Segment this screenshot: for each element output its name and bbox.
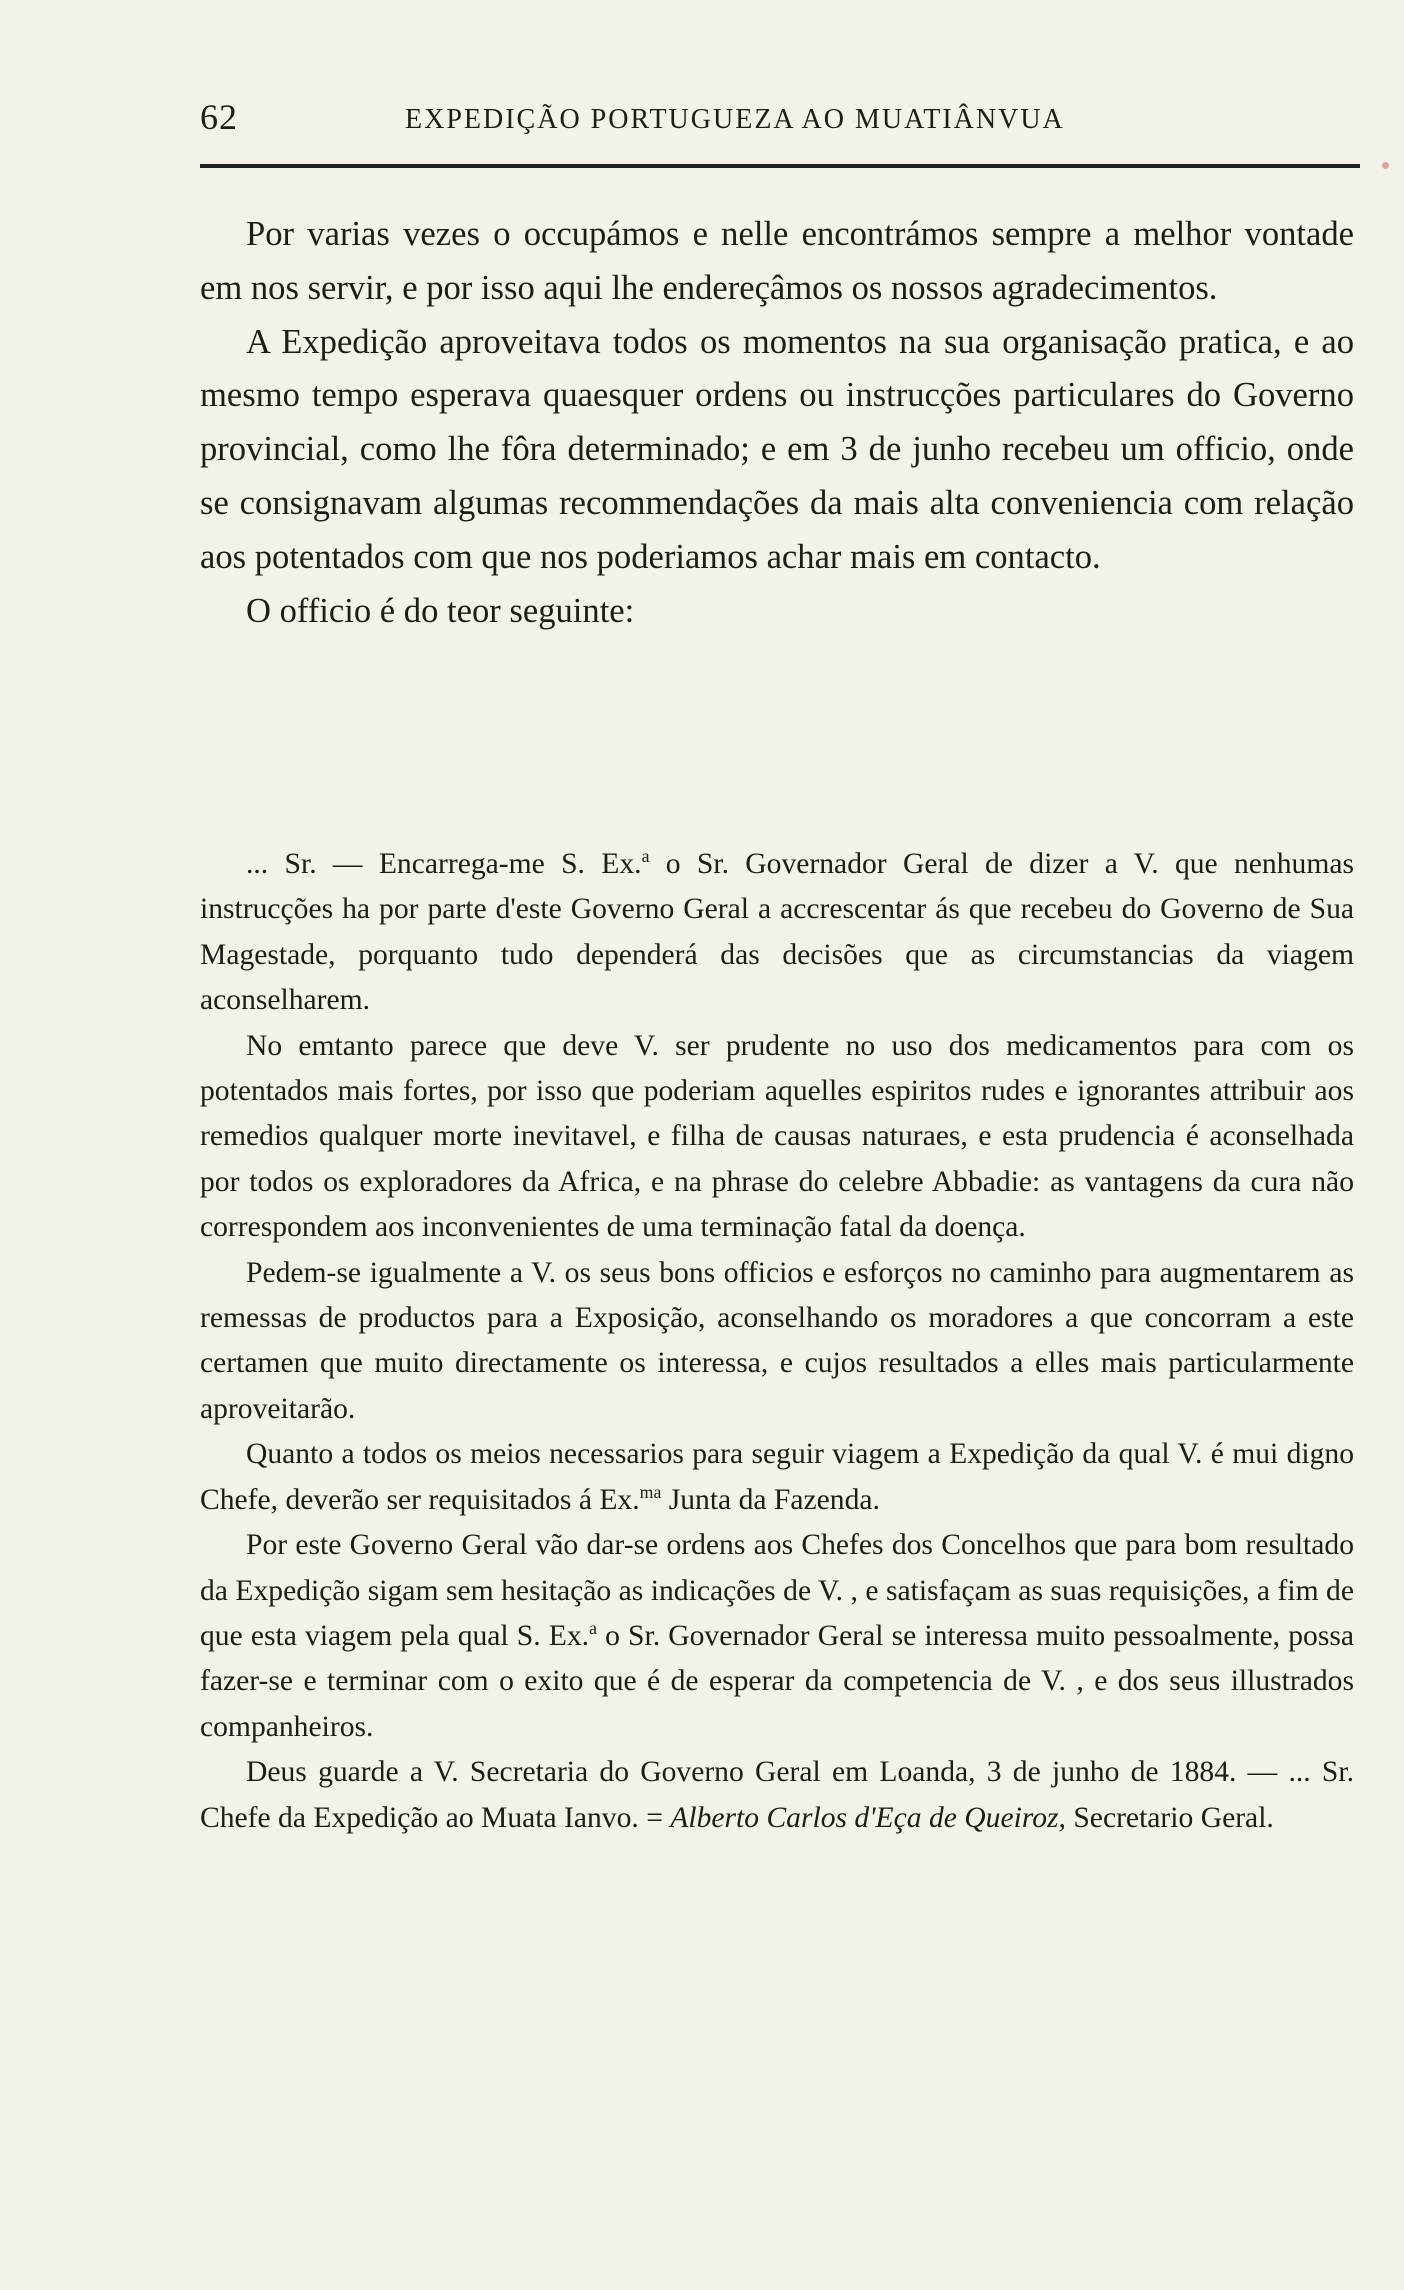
paragraph-officio-intro: O officio é do teor seguinte: [246, 591, 635, 630]
letter-paragraph-2: No emtanto parece que deve V. ser prudente no uso dos medicamentos para com os potentados mais fortes, por isso que poderiam aquelles espiritos rudes e ignorantes attribuir aos remedios qualquer morte inevitavel, e filha de causas naturaes, e esta prudencia é aconselhada por todos os exploradores da Africa, e na phrase do celebre Abbadie: as vantagens da cura não correspondem aos inconvenientes de uma terminação fatal da doença. [200, 1029, 1354, 1244]
paragraph-expedition: A Expedição aproveitava todos os momentos na sua organisação pratica, e ao mesmo tempo esperava quaesquer ordens ou instrucções particulares do Governo provincial, como lhe fôra determinado; e em 3 de junho recebeu um officio, onde se consignavam algumas recommendações da mais alta conveniencia com relação aos potentados com que nos poderiamos achar mais em contacto. [200, 322, 1354, 576]
quoted-letter [200, 842, 1354, 1841]
superscript: ma [639, 1481, 662, 1502]
superscript: a [641, 846, 650, 867]
letter-text: ... Sr. — Encarrega-me S. Ex. [246, 848, 642, 880]
letter-paragraph-4 [200, 1432, 1354, 1523]
letter-text: Secretario Geral. [1065, 1801, 1274, 1834]
main-text [200, 208, 1354, 638]
letter-text: Deus guarde a V. Secretaria do Governo Geral em Loanda, 3 de junho de 1884. — ... Sr. Chefe da Expedição ao Muata Ianvo. = [200, 1756, 1354, 1834]
letter-text: Quanto a todos os meios necessarios para seguir viagem a Expedição da qual V. é mui digno Chefe, deverão ser requisitados á Ex. [200, 1438, 1354, 1516]
running-header [200, 96, 1360, 146]
superscript: a [589, 1618, 597, 1639]
ink-speck [1382, 162, 1389, 169]
letter-text: Junta da Fazenda. [661, 1483, 880, 1516]
letter-paragraph-3: Pedem-se igualmente a V. os seus bons officios e esforços no caminho para augmentarem as remessas de productos para a Exposição, aconselhando os moradores a que concorram a este certamen que muito directamente os interessa, e cujos resultados a elles mais particularmente aproveitarão. [200, 1256, 1354, 1425]
page-number: 62 [200, 97, 238, 137]
paragraph-continued: Por varias vezes o occupámos e nelle encontrámos sempre a melhor vontade em nos servir, e por isso aqui lhe endereçâmos os nossos agradecimentos. [200, 215, 1354, 307]
letter-closing [200, 1750, 1354, 1841]
letter-text: o Sr. Governador Geral se interessa muito pessoalmente, possa fazer-se e terminar com o exito que é de esperar da competencia de V. , e dos seus illustrados companheiros. [200, 1619, 1354, 1743]
letter-text: Por este Governo Geral vão dar-se ordens aos Chefes dos Concelhos que para bom resultado da Expedição sigam sem hesitação as indicações de V. , e satisfaçam as suas requisições, a fim de que esta viagem pela qual S. Ex. [200, 1529, 1354, 1652]
letter-paragraph-1 [200, 842, 1354, 1024]
letter-paragraph-5 [200, 1523, 1354, 1750]
running-title: EXPEDIÇÃO PORTUGUEZA AO MUATIÂNVUA [405, 104, 1065, 135]
header-rule [200, 164, 1360, 168]
signature-name: Alberto Carlos d'Eça de Queiroz, [670, 1801, 1066, 1834]
letter-text: o Sr. Governador Geral de dizer a V. que nenhumas instrucções ha por parte d'este Governo Geral a accrescentar ás que recebeu do Governo de Sua Magestade, porquanto tudo dependerá das decisões que as circumstancias da viagem aconselharem. [200, 848, 1354, 1017]
